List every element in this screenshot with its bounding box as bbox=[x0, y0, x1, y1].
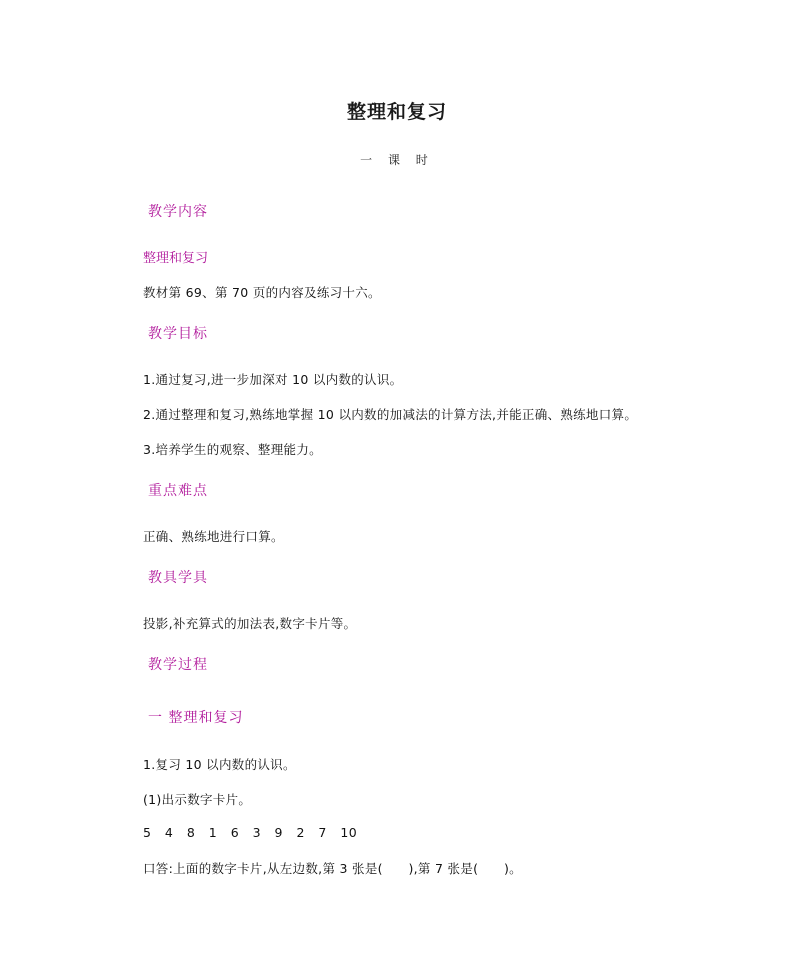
key-points-text: 正确、熟练地进行口算。 bbox=[143, 529, 284, 544]
heading-key-points: 重点难点 bbox=[148, 483, 208, 499]
subheading-process-review: 一 整理和复习 bbox=[148, 710, 244, 726]
page-title: 整理和复习 bbox=[346, 101, 447, 123]
goal-item-3: 3.培养学生的观察、整理能力。 bbox=[143, 442, 322, 457]
process-item-1: 1.复习 10 以内数的认识。 bbox=[143, 757, 296, 772]
question-text: 口答:上面的数字卡片,从左边数,第 3 张是( ),第 7 张是( )。 bbox=[143, 861, 522, 876]
heading-teaching-content: 教学内容 bbox=[148, 204, 208, 220]
heading-teaching-tools: 教具学具 bbox=[148, 570, 208, 586]
goal-item-1: 1.通过复习,进一步加深对 10 以内数的认识。 bbox=[143, 372, 403, 387]
number-cards: 5 4 8 1 6 3 9 2 7 10 bbox=[143, 825, 358, 840]
page-subtitle: 一 课 时 bbox=[360, 153, 434, 167]
subheading-review: 整理和复习 bbox=[143, 251, 209, 266]
teaching-tools-text: 投影,补充算式的加法表,数字卡片等。 bbox=[143, 616, 357, 631]
heading-teaching-process: 教学过程 bbox=[148, 657, 208, 673]
content-text: 教材第 69、第 70 页的内容及练习十六。 bbox=[143, 285, 381, 300]
goal-item-2: 2.通过整理和复习,熟练地掌握 10 以内数的加减法的计算方法,并能正确、熟练地口算。 bbox=[143, 407, 638, 422]
heading-teaching-goals: 教学目标 bbox=[148, 326, 208, 342]
process-item-2: (1)出示数字卡片。 bbox=[143, 792, 252, 807]
